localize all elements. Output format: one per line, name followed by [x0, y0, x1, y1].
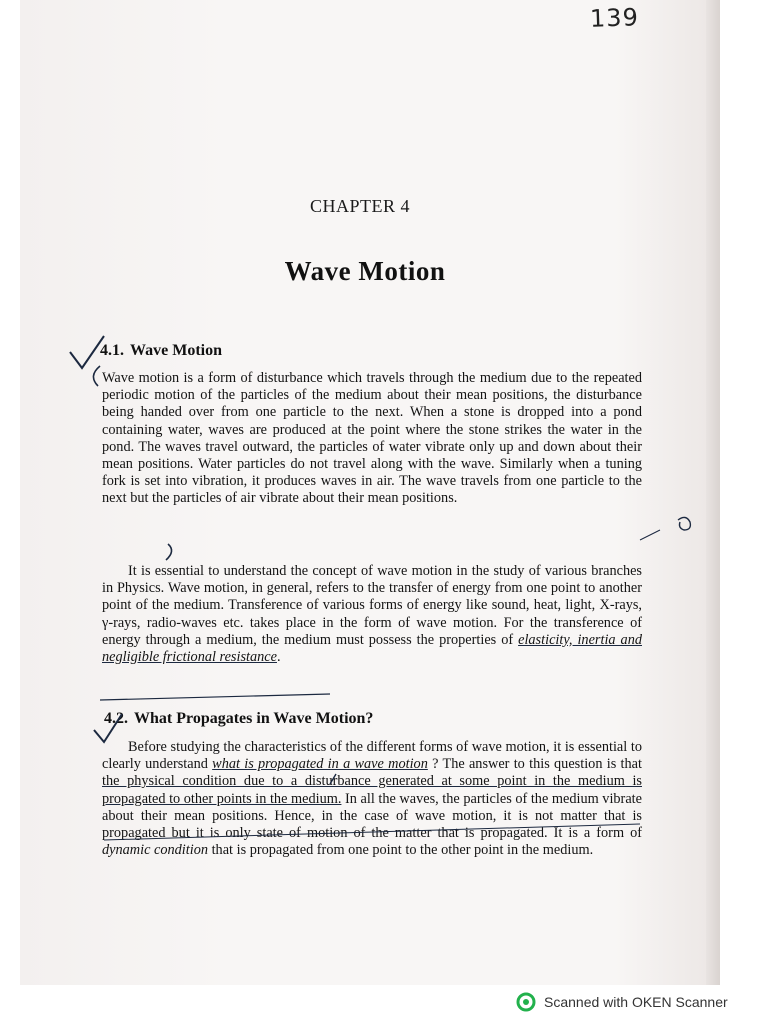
section-title: What Propagates in Wave Motion?: [134, 710, 374, 727]
section-title: Wave Motion: [130, 342, 222, 359]
paragraph-energy-transfer: [102, 563, 642, 666]
paragraph-text: ? The answer to this question is that: [427, 756, 642, 773]
section-heading-4-2: [104, 710, 373, 728]
underlined-text: the physical condition due to a disturbance generated at some point in the medium is propagated to other points in the medium.: [102, 773, 642, 807]
paragraph-text: Before studying the characteristics of the different forms of wave motion, it is essential to clearly understand: [102, 739, 642, 773]
paragraph-text: It is essential to understand the concept of wave motion in the study of various branches in Physics. Wave motion, in general, refers to the transfer of energy from one point to another point of the medium. Transference of various forms of energy like sound, heat, light, X-rays, γ-rays, radio-waves etc. takes place in the form of wave motion. For the transference of energy through a medium, the medium must possess the properties of: [102, 563, 642, 648]
paragraph-text: .: [276, 649, 281, 666]
chapter-label: CHAPTER 4: [309, 196, 410, 216]
underlined-italic-text: elasticity, inertia and negligible frictional resistance: [102, 631, 642, 666]
paragraph-text: In all the waves, the particles of the medium vibrate about their mean positions. Hence, in the case of wave motion, it is not matter that is propagated but it is only state of motion of the matter that is propagated. It is a form of: [102, 790, 642, 842]
scanner-watermark: [516, 990, 728, 1014]
handwritten-page-number: 139: [589, 3, 640, 33]
chapter-title: Wave Motion: [284, 256, 446, 286]
underlined-italic-text: what is propagated in a wave motion: [212, 756, 428, 773]
section-number: 4.2.: [104, 710, 128, 727]
oken-scanner-icon: [516, 992, 536, 1012]
paragraph-text: that is propagated from one point to the other point in the medium.: [208, 842, 594, 859]
paragraph-what-propagates: [102, 739, 642, 859]
page-edge: [706, 0, 720, 985]
section-heading-4-1: [100, 342, 222, 360]
paragraph-wave-motion-definition: Wave motion is a form of disturbance which travels through the medium due to the repeated periodic motion of the particles of the medium about their mean positions, the disturbance being handed over from one particle to the next. When a stone is dropped into a pond containing water, waves are produced at the point where the stone strikes the water in the pond. The waves travel outward, the particles of water vibrate only up and down about their mean positions. Water particles do not travel along with the wave. Similarly when a tuning fork is set into vibration, it produces waves in air. The wave travels from one particle to the next but the particles of air vibrate about their mean positions.: [102, 370, 642, 507]
scanner-watermark-text: Scanned with OKEN Scanner: [544, 994, 728, 1010]
section-number: 4.1.: [100, 342, 124, 359]
italic-text: dynamic condition: [102, 842, 209, 859]
